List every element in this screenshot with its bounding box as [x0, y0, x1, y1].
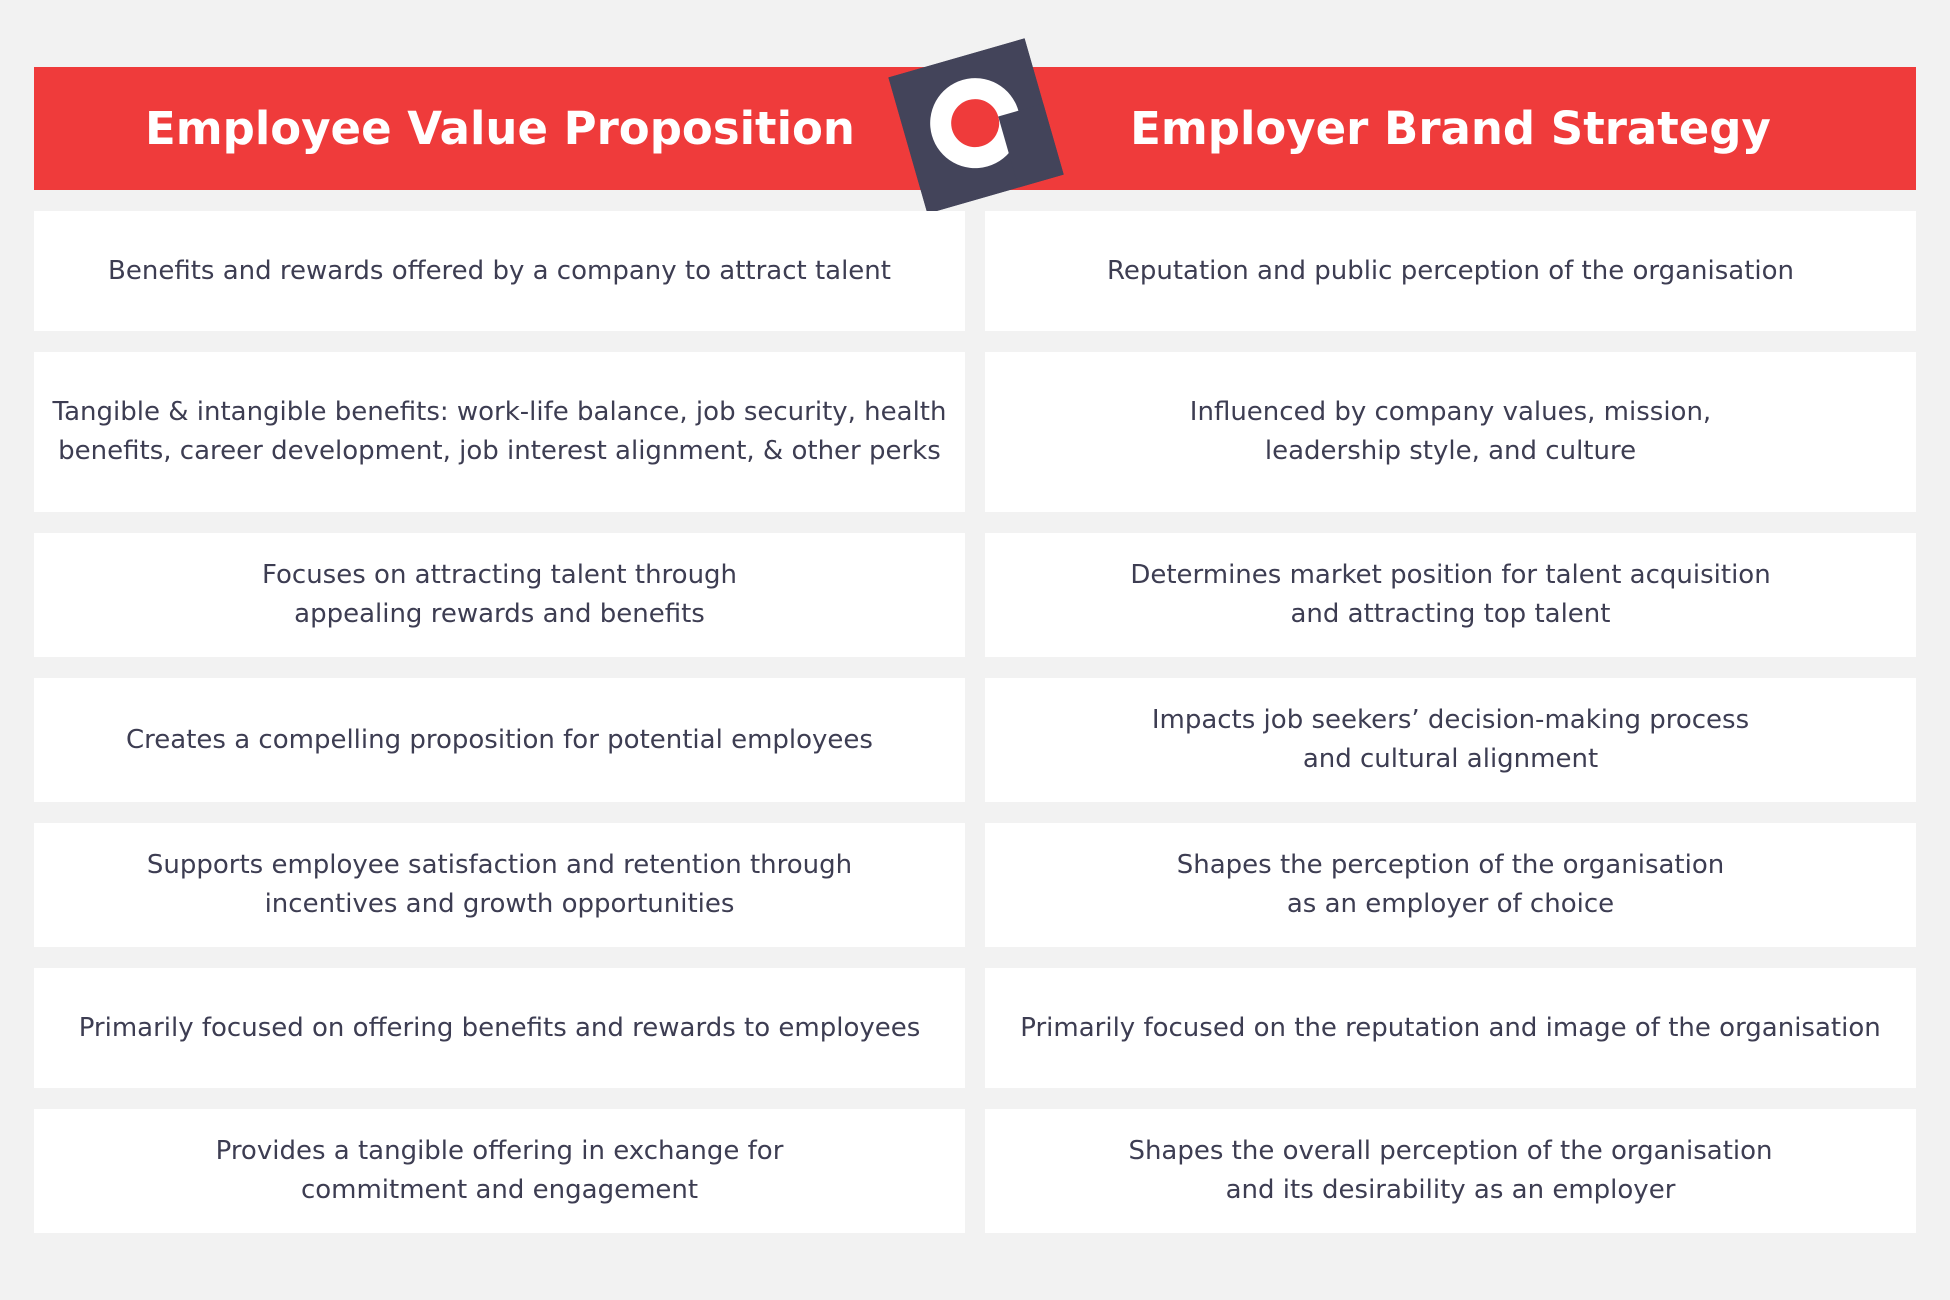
- brand-cell-desirability: Shapes the overall perception of the organisation and its desirability as an employer: [985, 1109, 1916, 1233]
- brand-cell-primary-focus: Primarily focused on the reputation and image of the organisation: [985, 968, 1916, 1088]
- evp-cell-benefits: Tangible & intangible benefits: work-life balance, job security, health benefits, career development, job interest alignment, & other perks: [34, 352, 965, 512]
- evp-cell-retention: Supports employee satisfaction and retention through incentives and growth opportunities: [34, 823, 965, 947]
- evp-cell-definition: Benefits and rewards offered by a company to attract talent: [34, 211, 965, 331]
- brand-cell-market-position: Determines market position for talent acquisition and attracting top talent: [985, 533, 1916, 657]
- evp-cell-proposition: Creates a compelling proposition for potential employees: [34, 678, 965, 802]
- brand-cell-perception: Shapes the perception of the organisation as an employer of choice: [985, 823, 1916, 947]
- evp-column-title: Employee Value Proposition: [145, 102, 855, 155]
- brand-cell-influences: Influenced by company values, mission, leadership style, and culture: [985, 352, 1916, 512]
- evp-cell-offering: Provides a tangible offering in exchange for commitment and engagement: [34, 1109, 965, 1233]
- evp-cell-focus: Focuses on attracting talent through appealing rewards and benefits: [34, 533, 965, 657]
- brand-cell-definition: Reputation and public perception of the organisation: [985, 211, 1916, 331]
- brand-cell-job-seekers: Impacts job seekers’ decision-making process and cultural alignment: [985, 678, 1916, 802]
- evp-cell-primary-focus: Primarily focused on offering benefits and rewards to employees: [34, 968, 965, 1088]
- employer-brand-column-title: Employer Brand Strategy: [1130, 102, 1771, 155]
